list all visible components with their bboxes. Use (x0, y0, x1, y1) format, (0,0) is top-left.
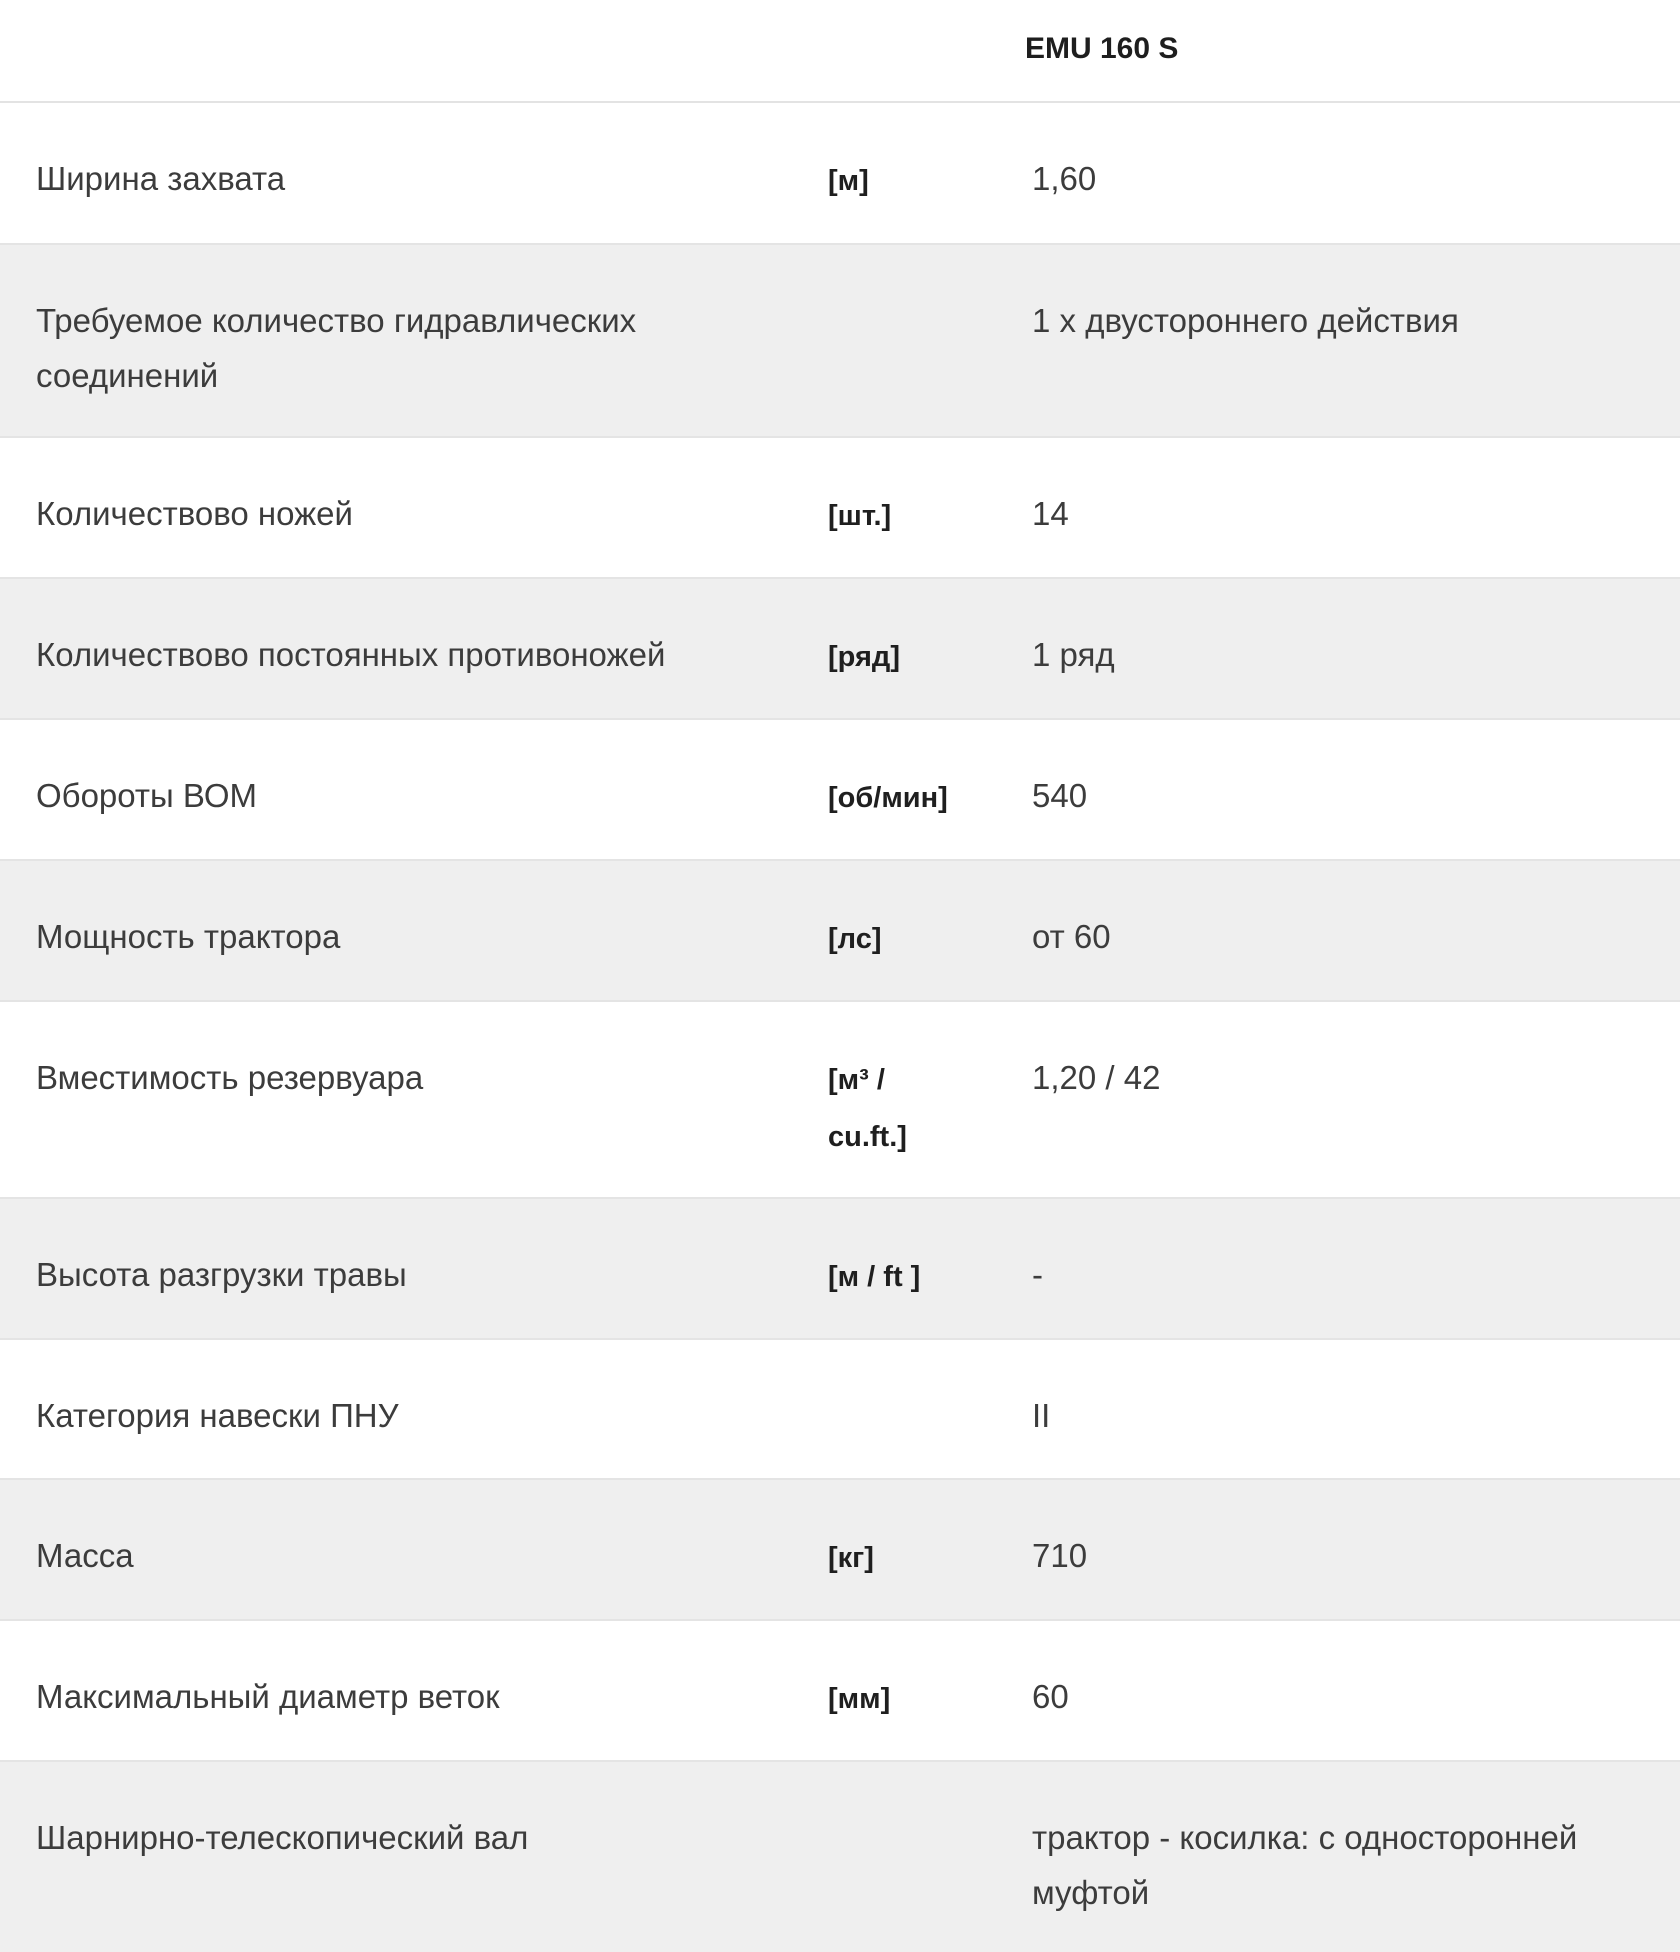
table-row-pto-speed (0, 720, 1680, 861)
table-row-tractor-power (0, 861, 1680, 1002)
row-unit: [мм] (828, 1683, 891, 1715)
row-label: Категория навески ПНУ (36, 1397, 399, 1434)
row-value: 1,60 (1032, 160, 1097, 197)
row-unit: [м] (828, 165, 869, 197)
row-label: Максимальный диаметр веток (36, 1678, 500, 1715)
row-label: Шарнирно-телескопический вал (36, 1819, 529, 1856)
row-unit: [м³ / cu.ft.] (828, 1064, 907, 1153)
row-unit: [ряд] (828, 641, 900, 673)
row-value: II (1032, 1397, 1051, 1434)
row-label: Масса (36, 1537, 134, 1574)
row-label: Ширина захвата (36, 160, 286, 197)
table-header (0, 0, 1680, 103)
table-row-knives-count (0, 438, 1680, 579)
row-value: 14 (1032, 495, 1069, 532)
table-row-weight (0, 1480, 1680, 1621)
row-label: Высота разгрузки травы (36, 1256, 407, 1293)
model-name: EMU 160 S (1025, 32, 1179, 65)
row-value: 710 (1032, 1537, 1088, 1574)
row-value: 540 (1032, 777, 1088, 814)
table-row-pto-shaft (0, 1762, 1680, 1952)
row-unit: [об/мин] (828, 782, 948, 814)
row-value: трактор - косилка: с односторонней муфтой (1032, 1819, 1578, 1911)
row-label: Количествово постоянных противоножей (36, 636, 666, 673)
row-label: Обороты ВОМ (36, 777, 257, 814)
row-unit: [м / ft ] (828, 1261, 921, 1293)
row-label: Требуемое количество гидравлических соединений (36, 302, 637, 394)
table-row-branch-diameter (0, 1621, 1680, 1762)
row-value: 1,20 / 42 (1032, 1059, 1161, 1096)
table-row-hitch-category (0, 1340, 1680, 1480)
row-value: 1 ряд (1032, 636, 1115, 673)
row-value: 1 x двустороннего действия (1032, 302, 1459, 339)
row-value: - (1032, 1256, 1043, 1293)
row-value: 60 (1032, 1678, 1069, 1715)
table-row-tank-capacity (0, 1002, 1680, 1199)
row-unit: [кг] (828, 1542, 874, 1574)
table-row-discharge-height (0, 1199, 1680, 1340)
table-row-counter-knives (0, 579, 1680, 720)
row-label: Вместимость резервуара (36, 1059, 424, 1096)
table-row-hydraulic-connections (0, 245, 1680, 438)
row-unit: [лс] (828, 923, 882, 955)
row-label: Количествово ножей (36, 495, 353, 532)
table-row-working-width (0, 103, 1680, 245)
row-value: от 60 (1032, 918, 1111, 955)
row-label: Мощность трактора (36, 918, 341, 955)
row-unit: [шт.] (828, 500, 892, 532)
